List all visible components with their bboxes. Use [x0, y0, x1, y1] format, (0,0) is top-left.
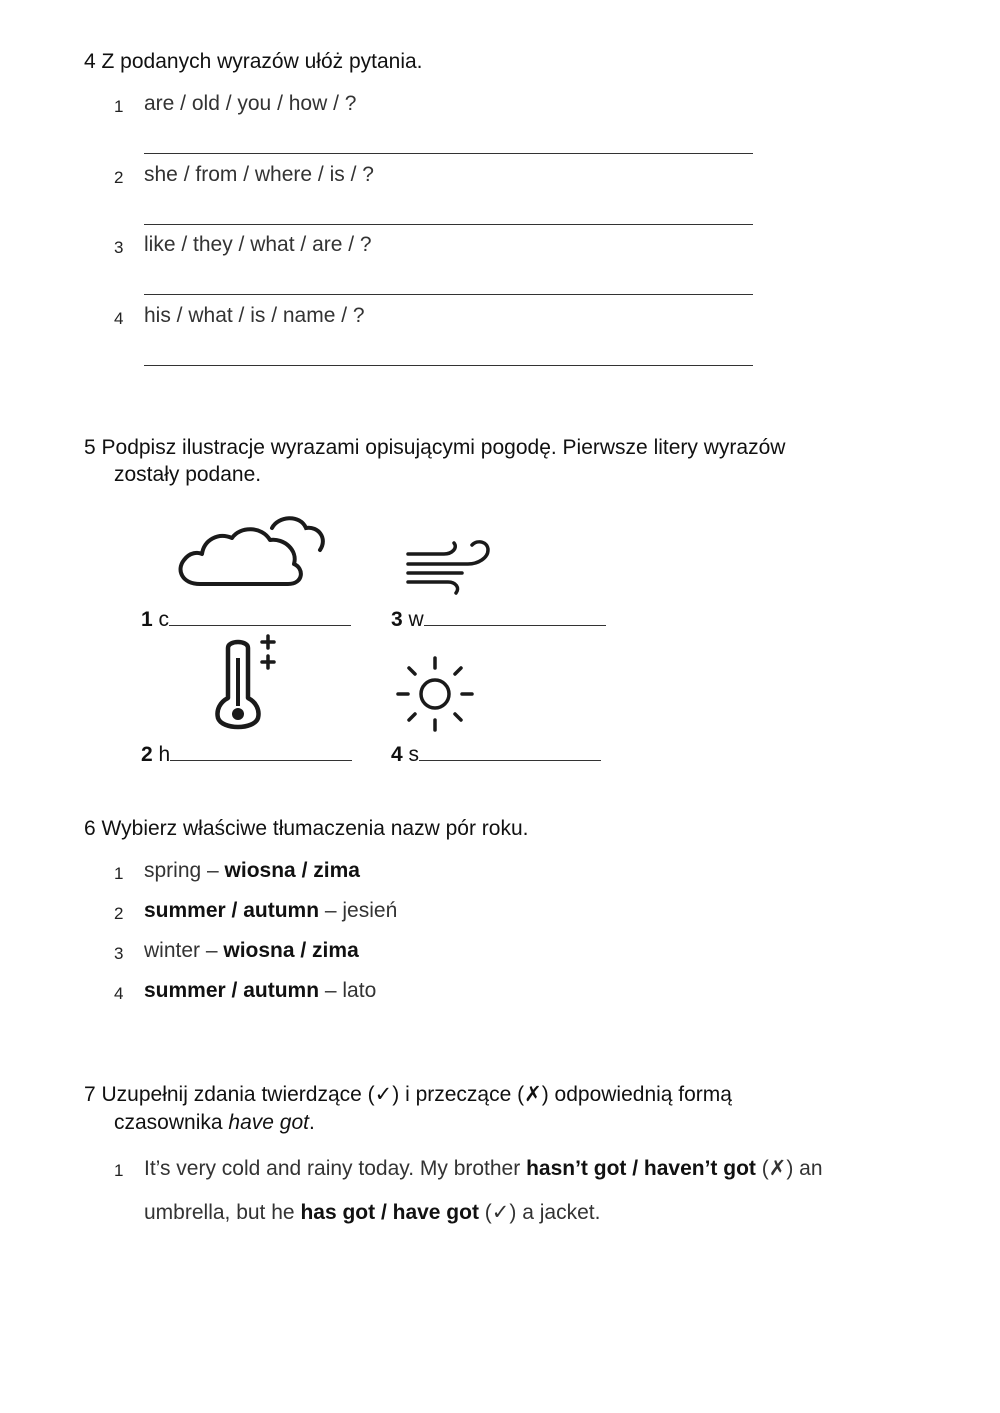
ex4-item-1-number: 1 — [114, 97, 124, 116]
ex4-item-3-answer-line[interactable] — [144, 294, 753, 295]
ex6-item-3 — [144, 939, 359, 963]
ex5-item-1-answer-line[interactable] — [169, 607, 351, 626]
exercise-7-title-verb: have got — [228, 1111, 309, 1134]
ex6-item-3-word: winter – — [144, 939, 224, 962]
ex5-item-1-number: 1 — [141, 608, 153, 631]
ex5-item-2-label — [141, 742, 352, 767]
exercise-5-title-line-2: zostały podane. — [114, 463, 262, 486]
ex4-item-1-answer-line[interactable] — [144, 153, 753, 154]
exercise-5-title-line-1: 5 Podpisz ilustracje wyrazami opisującymi pogodę. Pierwsze litery wyrazów — [84, 436, 786, 459]
exercise-4-title: 4 Z podanych wyrazów ułóż pytania. — [84, 50, 423, 73]
ex4-item-4-answer-line[interactable] — [144, 365, 753, 366]
ex4-item-2-words: she / from / where / is / ? — [144, 163, 374, 186]
ex6-item-3-choice[interactable]: wiosna / zima — [223, 939, 359, 962]
wind-icon — [404, 540, 494, 600]
exercise-7-title-line-2 — [114, 1109, 315, 1136]
ex7-item-1-text-a: It’s very cold and rainy today. My brother — [144, 1157, 527, 1180]
exercise-7-title-period: . — [308, 1111, 315, 1134]
ex6-item-4 — [144, 979, 376, 1003]
ex5-item-2-answer-line[interactable] — [170, 742, 352, 761]
exercise-7-title-text: czasownika — [114, 1111, 229, 1134]
ex7-item-1-text-d: (✓) a jacket. — [478, 1201, 601, 1224]
ex4-item-3-words: like / they / what / are / ? — [144, 233, 372, 256]
ex6-item-3-number: 3 — [114, 944, 124, 963]
ex6-item-2-number: 2 — [114, 904, 124, 923]
ex4-item-4-number: 4 — [114, 309, 124, 328]
cloud-icon — [176, 512, 328, 592]
ex7-item-1-number: 1 — [114, 1161, 124, 1180]
ex6-item-2 — [144, 899, 397, 923]
ex7-item-1-line-2 — [144, 1200, 600, 1225]
ex4-item-2-number: 2 — [114, 168, 124, 187]
ex6-item-1-number: 1 — [114, 864, 124, 883]
exercise-7-title-line-1: 7 Uzupełnij zdania twierdzące (✓) i przeczące (✗) odpowiednią formą — [84, 1083, 732, 1106]
ex5-item-2-number: 2 — [141, 743, 153, 766]
ex7-item-1-line-1 — [144, 1156, 823, 1181]
ex4-item-1-words: are / old / you / how / ? — [144, 92, 357, 115]
ex7-item-1-text-c: umbrella, but he — [144, 1201, 301, 1224]
ex6-item-4-translation: – lato — [319, 979, 377, 1002]
ex5-item-1-first-letter: c — [158, 608, 170, 631]
ex4-item-2-answer-line[interactable] — [144, 224, 753, 225]
ex5-item-3-first-letter: w — [408, 608, 424, 631]
ex5-item-4-number: 4 — [391, 743, 403, 766]
ex6-item-1-word: spring – — [144, 859, 225, 882]
ex6-item-4-number: 4 — [114, 984, 124, 1003]
ex5-item-3-number: 3 — [391, 608, 403, 631]
ex5-item-1-label — [141, 607, 351, 632]
ex5-item-4-label — [391, 742, 601, 767]
ex6-item-1 — [144, 859, 360, 883]
ex7-item-1-text-b: (✗) an — [755, 1157, 823, 1180]
thermometer-hot-icon — [208, 634, 280, 732]
exercise-6-title: 6 Wybierz właściwe tłumaczenia nazw pór roku. — [84, 817, 529, 840]
ex5-item-3-label — [391, 607, 606, 632]
ex6-item-4-choice[interactable]: summer / autumn — [144, 979, 320, 1002]
ex7-item-1-choice-1[interactable]: hasn’t got / haven’t got — [526, 1157, 756, 1180]
ex5-item-4-first-letter: s — [408, 743, 420, 766]
ex7-item-1-choice-2[interactable]: has got / have got — [300, 1201, 479, 1224]
ex6-item-2-choice[interactable]: summer / autumn — [144, 899, 320, 922]
ex5-item-4-answer-line[interactable] — [419, 742, 601, 761]
ex4-item-4-words: his / what / is / name / ? — [144, 304, 365, 327]
ex5-item-3-answer-line[interactable] — [424, 607, 606, 626]
sun-icon — [394, 656, 476, 732]
ex6-item-2-translation: – jesień — [319, 899, 398, 922]
ex5-item-2-first-letter: h — [158, 743, 171, 766]
ex4-item-3-number: 3 — [114, 238, 124, 257]
ex6-item-1-choice[interactable]: wiosna / zima — [224, 859, 360, 882]
